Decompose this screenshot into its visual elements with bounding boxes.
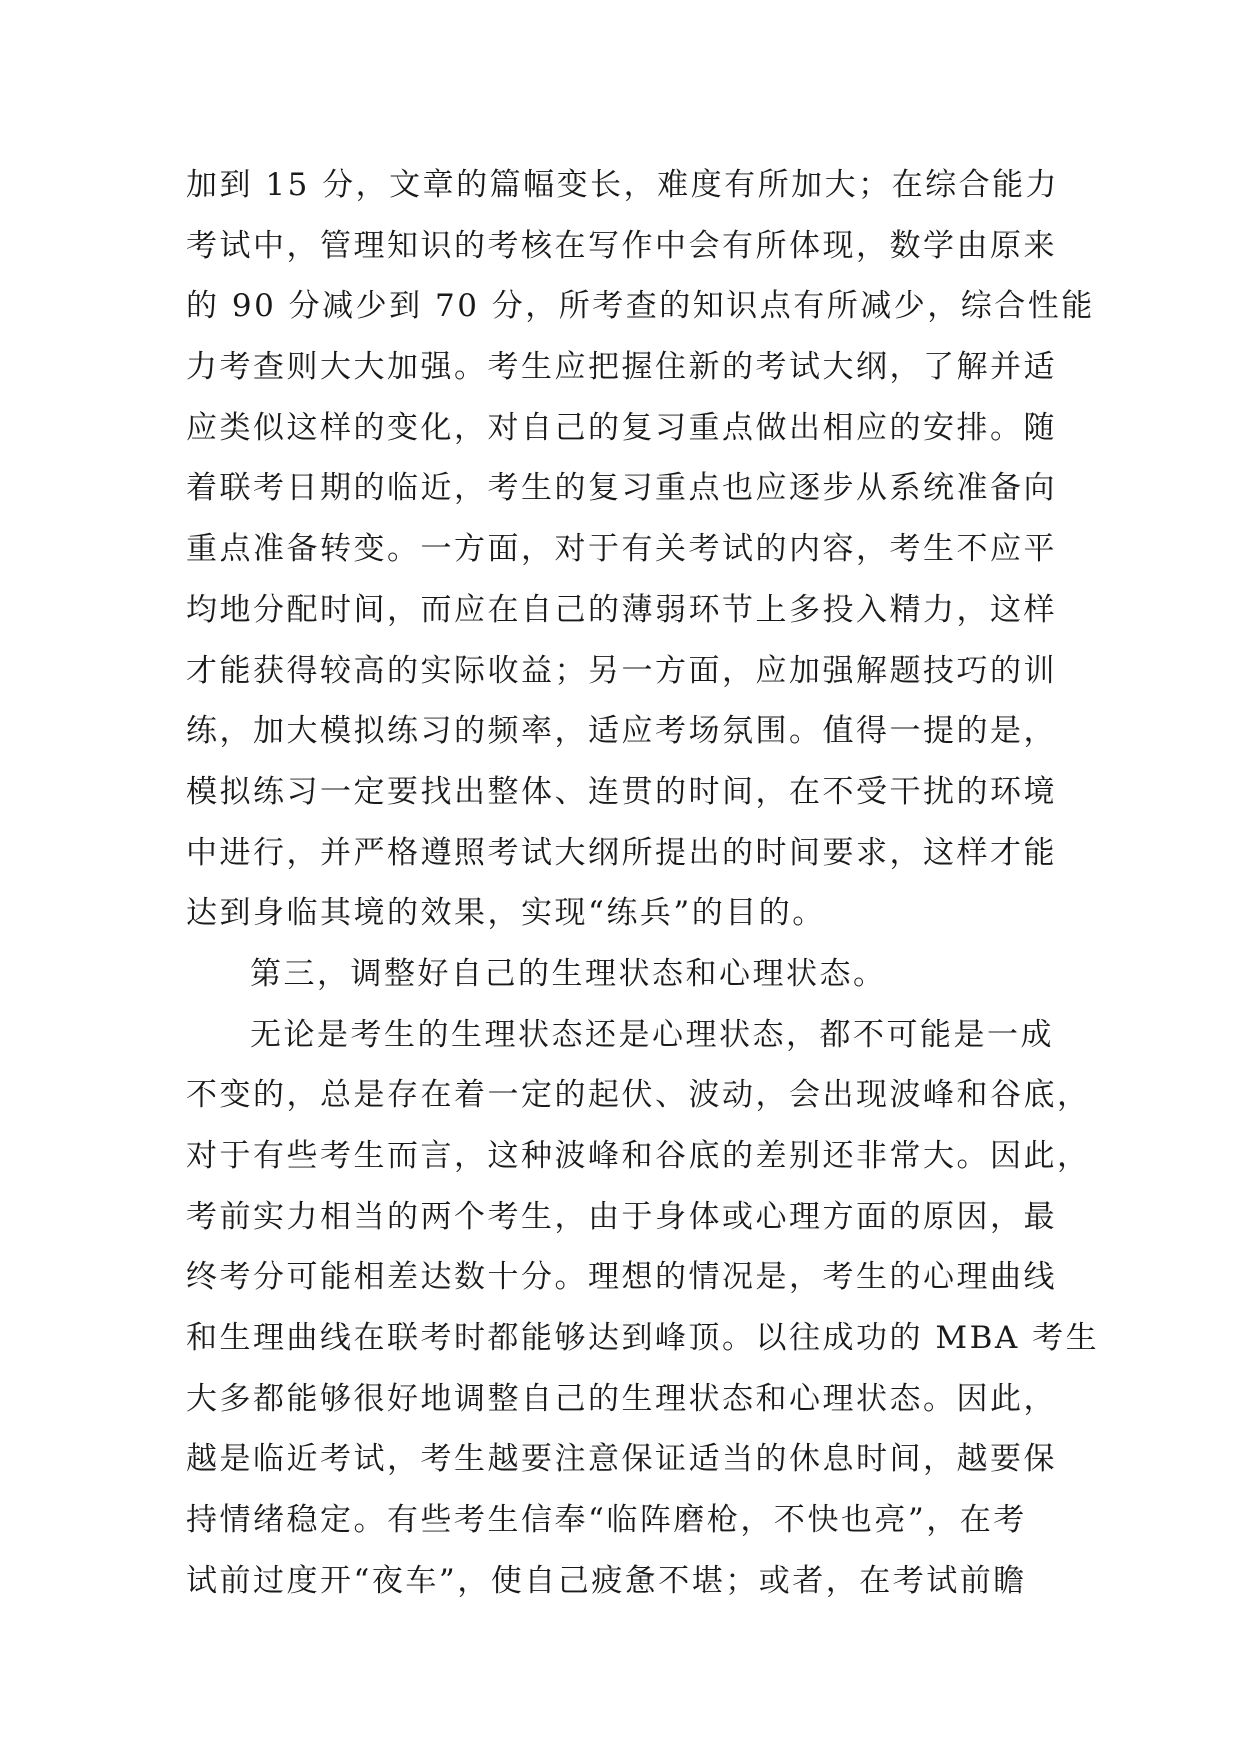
text-line: 中进行，并严格遵照考试大纲所提出的时间要求，这样才能 bbox=[186, 834, 1057, 871]
text-line: 考前实力相当的两个考生，由于身体或心理方面的原因，最 bbox=[186, 1198, 1057, 1235]
paragraph-first-line: 无论是考生的生理状态还是心理状态，都不可能是一成 bbox=[250, 1016, 1054, 1053]
text-line: 持情绪稳定。有些考生信奉“临阵磨枪，不快也亮”，在考 bbox=[186, 1502, 1027, 1539]
text-line: 对于有些考生而言，这种波峰和谷底的差别还非常大。因此， bbox=[186, 1138, 1091, 1174]
text-line: 的 90 分减少到 70 分，所考查的知识点有所减少，综合性能 bbox=[186, 288, 1095, 325]
text-line: 和生理曲线在联考时都能够达到峰顶。以往成功的 MBA 考生 bbox=[186, 1320, 1100, 1357]
text-line: 练，加大模拟练习的频率，适应考场氛围。值得一提的是， bbox=[186, 713, 1057, 750]
text-line: 考试中，管理知识的考核在写作中会有所体现，数学由原来 bbox=[186, 227, 1057, 264]
section-heading: 第三，调整好自己的生理状态和心理状态。 bbox=[250, 955, 887, 992]
text-line: 才能获得较高的实际收益；另一方面，应加强解题技巧的训 bbox=[186, 652, 1057, 689]
text-line: 力考查则大大加强。考生应把握住新的考试大纲，了解并适 bbox=[186, 349, 1057, 386]
text-line: 试前过度开“夜车”，使自己疲惫不堪；或者，在考试前瞻 bbox=[186, 1562, 1027, 1599]
text-line: 着联考日期的临近，考生的复习重点也应逐步从系统准备向 bbox=[186, 470, 1057, 507]
text-line: 终考分可能相差达数十分。理想的情况是，考生的心理曲线 bbox=[186, 1259, 1057, 1296]
text-line: 不变的，总是存在着一定的起伏、波动，会出现波峰和谷底， bbox=[186, 1077, 1091, 1114]
text-line: 加到 15 分，文章的篇幅变长，难度有所加大；在综合能力 bbox=[186, 167, 1060, 203]
text-line: 达到身临其境的效果，实现“练兵”的目的。 bbox=[186, 895, 826, 932]
text-line: 重点准备转变。一方面，对于有关考试的内容，考生不应平 bbox=[186, 531, 1057, 568]
text-line: 应类似这样的变化，对自己的复习重点做出相应的安排。随 bbox=[186, 409, 1057, 446]
text-line: 大多都能够很好地调整自己的生理状态和心理状态。因此， bbox=[186, 1380, 1057, 1417]
text-line: 模拟练习一定要找出整体、连贯的时间，在不受干扰的环境 bbox=[186, 773, 1057, 810]
body-text bbox=[186, 155, 1100, 1612]
text-line: 均地分配时间，而应在自己的薄弱环节上多投入精力，这样 bbox=[186, 591, 1057, 628]
text-line: 越是临近考试，考生越要注意保证适当的休息时间，越要保 bbox=[186, 1441, 1057, 1478]
